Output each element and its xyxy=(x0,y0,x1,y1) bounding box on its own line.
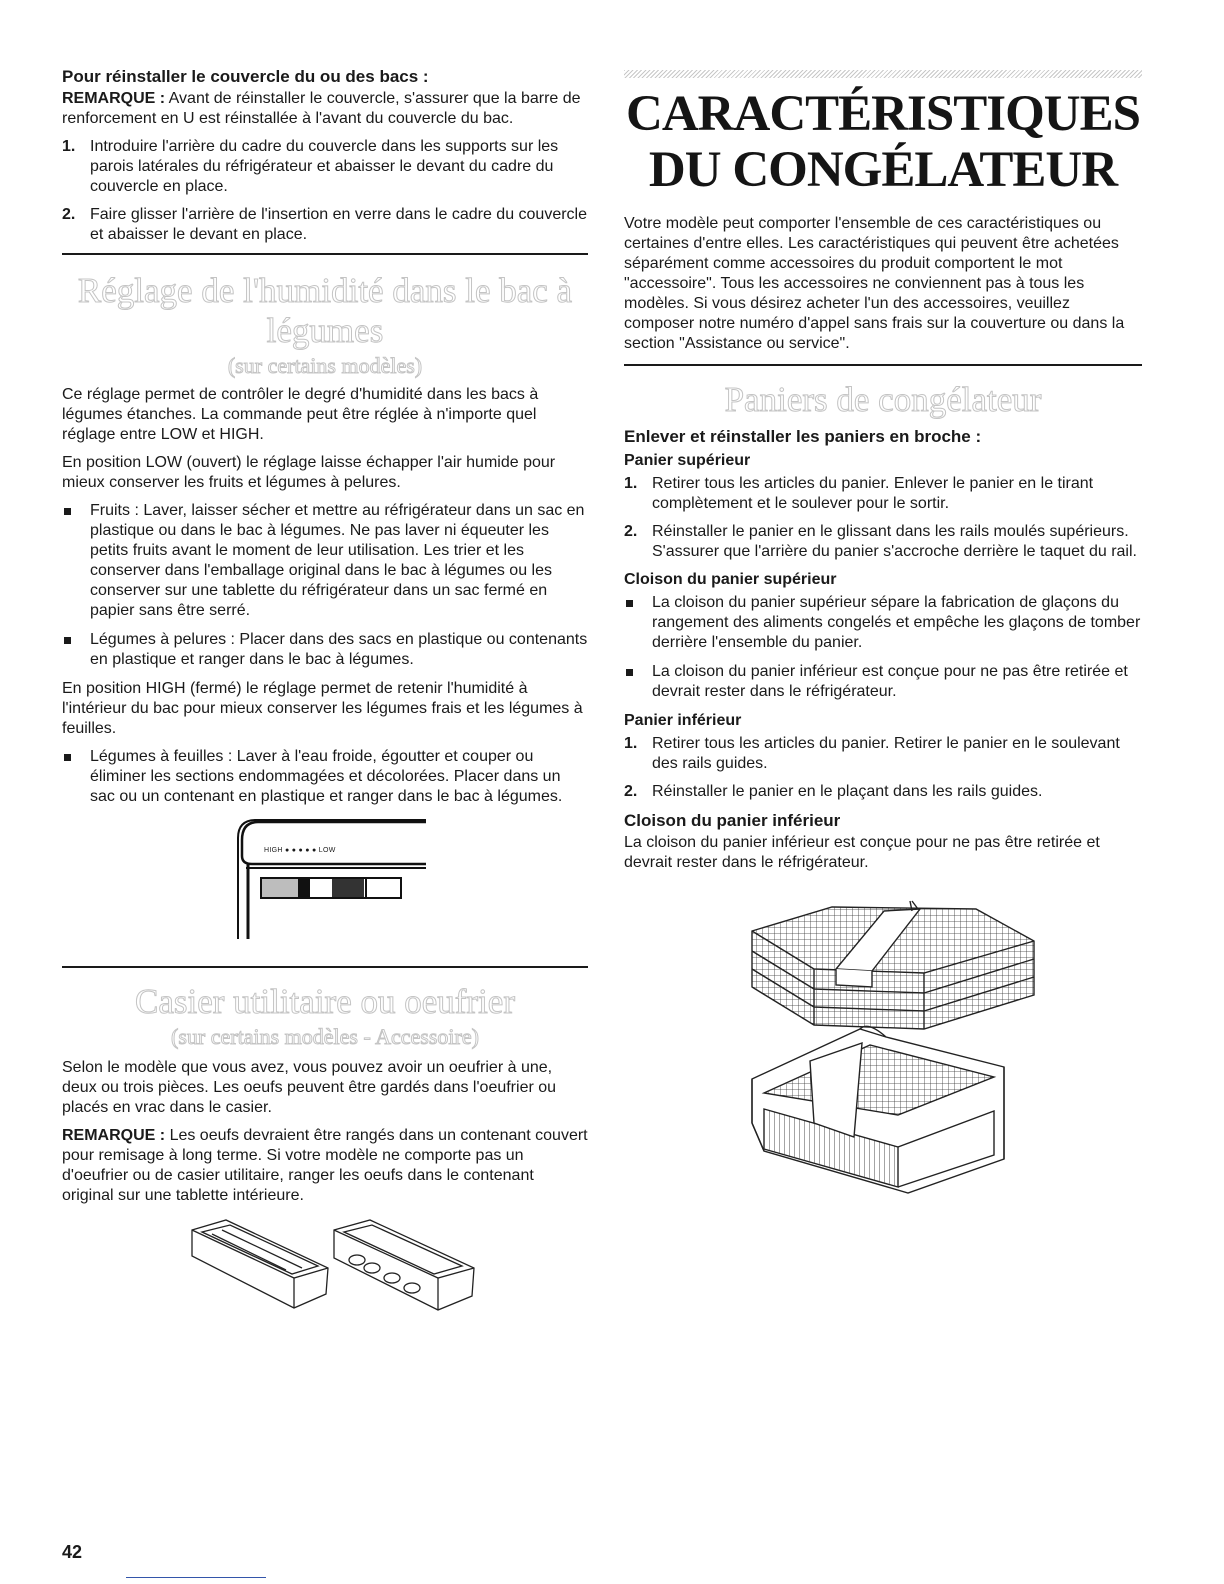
section-divider xyxy=(62,966,588,968)
bullet-icon xyxy=(624,662,652,702)
upper-basket-heading: Panier supérieur xyxy=(624,452,751,469)
step-text: Retirer tous les articles du panier. Retirer le panier en le soulevant des rails guides. xyxy=(652,735,1120,772)
left-column xyxy=(62,66,588,1312)
bullet-text: La cloison du panier inférieur est conçue pour ne pas être retirée et devrait rester dans le réfrigérateur. xyxy=(652,663,1128,700)
baskets-title: Paniers de congélateur xyxy=(724,380,1042,419)
humidity-title: Réglage de l'humidité dans le bac à légumes xyxy=(77,271,573,350)
humidity-p1: Ce réglage permet de contrôler le degré d'humidité dans les bacs à légumes étanches. La commande peut être réglée à n'importe quel réglage entre LOW et HIGH. xyxy=(62,386,539,443)
bullet-icon xyxy=(62,501,90,621)
note-text: Avant de réinstaller le couvercle, s'assurer que la barre de renforcement en U est réinstallée à l'avant du couvercle du bac. xyxy=(62,90,581,127)
humidity-control-illustration xyxy=(62,816,588,952)
note-text: Les oeufs devraient être rangés dans un contenant couvert pour remisage à long terme. Si votre modèle ne comporte pas un d'oeufrier ou de casier utilitaire, ranger les oeufs dans le contenant original sur une tablette intérieure. xyxy=(62,1127,588,1204)
page-title-line1: CARACTÉRISTIQUES xyxy=(626,86,1140,142)
bullet-text: Fruits : Laver, laisser sécher et mettre au réfrigérateur dans un sac en plastique ou dans le bac à légumes. Ne pas laver ni équeuter les petits fruits avant le moment de leur utilisation. Les trier et les conserver dans l'emballage original dans le bac à légumes ou les conserver sur une tablette du réfrigérateur dans un sac fermé en papier sans être serré. xyxy=(90,502,585,619)
step-number: 2. xyxy=(62,206,76,223)
reinstall-step xyxy=(62,137,588,197)
note-label: REMARQUE : xyxy=(62,90,166,107)
intro-paragraph: Votre modèle peut comporter l'ensemble de ces caractéristiques ou certaines d'entre elles. Les caractéristiques qui peuvent être achetées séparément comme accessoires du produit comportent le mot "accessoire". Tous les accessoires ne conviennent pas à tous les modèles. Si vous désirez acheter l'un des accessoires, veuillez composer notre numéro d'appel sans frais sur la couverture ou dans la section "Assistance ou service". xyxy=(624,215,1125,352)
step-number: 2. xyxy=(624,783,638,800)
list-item xyxy=(62,630,588,670)
bullet-text: La cloison du panier supérieur sépare la fabrication de glaçons du rangement des aliments congelés et empêche les glaçons de tomber derrière l'ensemble du panier. xyxy=(652,594,1141,651)
step-number: 1. xyxy=(624,735,638,752)
list-item xyxy=(62,501,588,621)
step-text: Retirer tous les articles du panier. Enlever le panier en le tirant complètement et le soulever pour le sortir. xyxy=(652,475,1094,512)
lower-divider-text: La cloison du panier inférieur est conçue pour ne pas être retirée et devrait rester dans le réfrigérateur. xyxy=(624,834,1100,871)
egg-subtitle: (sur certains modèles - Accessoire) xyxy=(171,1024,479,1049)
list-item xyxy=(624,662,1142,702)
humidity-subtitle: (sur certains modèles) xyxy=(227,353,423,378)
egg-title: Casier utilitaire ou oeufrier xyxy=(135,982,515,1021)
upper-step xyxy=(624,522,1142,562)
page-title-line2: DU CONGÉLATEUR xyxy=(648,142,1118,198)
step-number: 2. xyxy=(624,523,638,540)
bullet-text: Légumes à feuilles : Laver à l'eau froide, égoutter et couper ou éliminer les sections endommagées et décolorées. Placer dans un sac ou un contenant en plastique et ranger dans le bac à légumes. xyxy=(90,748,563,805)
baskets-heading: Enlever et réinstaller les paniers en broche : xyxy=(624,427,982,446)
bullet-icon xyxy=(62,630,90,670)
reinstall-step xyxy=(62,205,588,245)
section-divider xyxy=(624,364,1142,366)
upper-step xyxy=(624,474,1142,514)
lower-basket-heading: Panier inférieur xyxy=(624,712,742,729)
humidity-p2: En position LOW (ouvert) le réglage laisse échapper l'air humide pour mieux conserver les fruits et légumes à pelures. xyxy=(62,454,556,491)
freezer-baskets-illustration xyxy=(624,897,1142,1197)
lower-step xyxy=(624,782,1142,802)
step-text: Faire glisser l'arrière de l'insertion en verre dans le cadre du couvercle et abaisser le devant en place. xyxy=(90,206,588,243)
note-label: REMARQUE : xyxy=(62,1127,166,1144)
humidity-p3: En position HIGH (fermé) le réglage permet de retenir l'humidité à l'intérieur du bac pour mieux conserver les légumes frais et les légumes à feuilles. xyxy=(62,680,583,737)
upper-divider-heading: Cloison du panier supérieur xyxy=(624,571,837,588)
reinstall-note xyxy=(62,89,588,129)
bullet-icon xyxy=(624,593,652,653)
section-divider xyxy=(62,253,588,255)
lower-step xyxy=(624,734,1142,774)
step-text: Réinstaller le panier en le plaçant dans les rails guides. xyxy=(652,783,1043,800)
egg-bins-illustration xyxy=(62,1216,588,1312)
step-number: 1. xyxy=(62,138,76,155)
right-column xyxy=(624,70,1142,1197)
egg-note xyxy=(62,1126,588,1206)
reinstall-heading: Pour réinstaller le couvercle du ou des bacs : xyxy=(62,67,429,86)
list-item xyxy=(62,747,588,807)
page-number: 42 xyxy=(62,1542,83,1562)
slider-label: HIGH ● ● ● ● ● LOW xyxy=(264,847,336,854)
title-hatch-bar xyxy=(624,70,1142,78)
list-item xyxy=(624,593,1142,653)
step-text: Introduire l'arrière du cadre du couvercle dans les supports sur les parois latérales du réfrigérateur et abaisser le devant du cadre du couvercle en place. xyxy=(90,138,559,195)
bullet-text: Légumes à pelures : Placer dans des sacs en plastique ou contenants en plastique et ranger dans le bac à légumes. xyxy=(90,631,588,668)
lower-divider-heading: Cloison du panier inférieur xyxy=(624,811,841,830)
footer-line xyxy=(126,1577,266,1578)
egg-p1: Selon le modèle que vous avez, vous pouvez avoir un oeufrier à une, deux ou trois pièces. Les oeufs peuvent être gardés dans l'oeufrier ou placés en vrac dans le casier. xyxy=(62,1059,557,1116)
step-number: 1. xyxy=(624,475,638,492)
bullet-icon xyxy=(62,747,90,807)
step-text: Réinstaller le panier en le glissant dans les rails moulés supérieurs. S'assurer que l'arrière du panier s'accroche derrière le taquet du rail. xyxy=(652,523,1137,560)
